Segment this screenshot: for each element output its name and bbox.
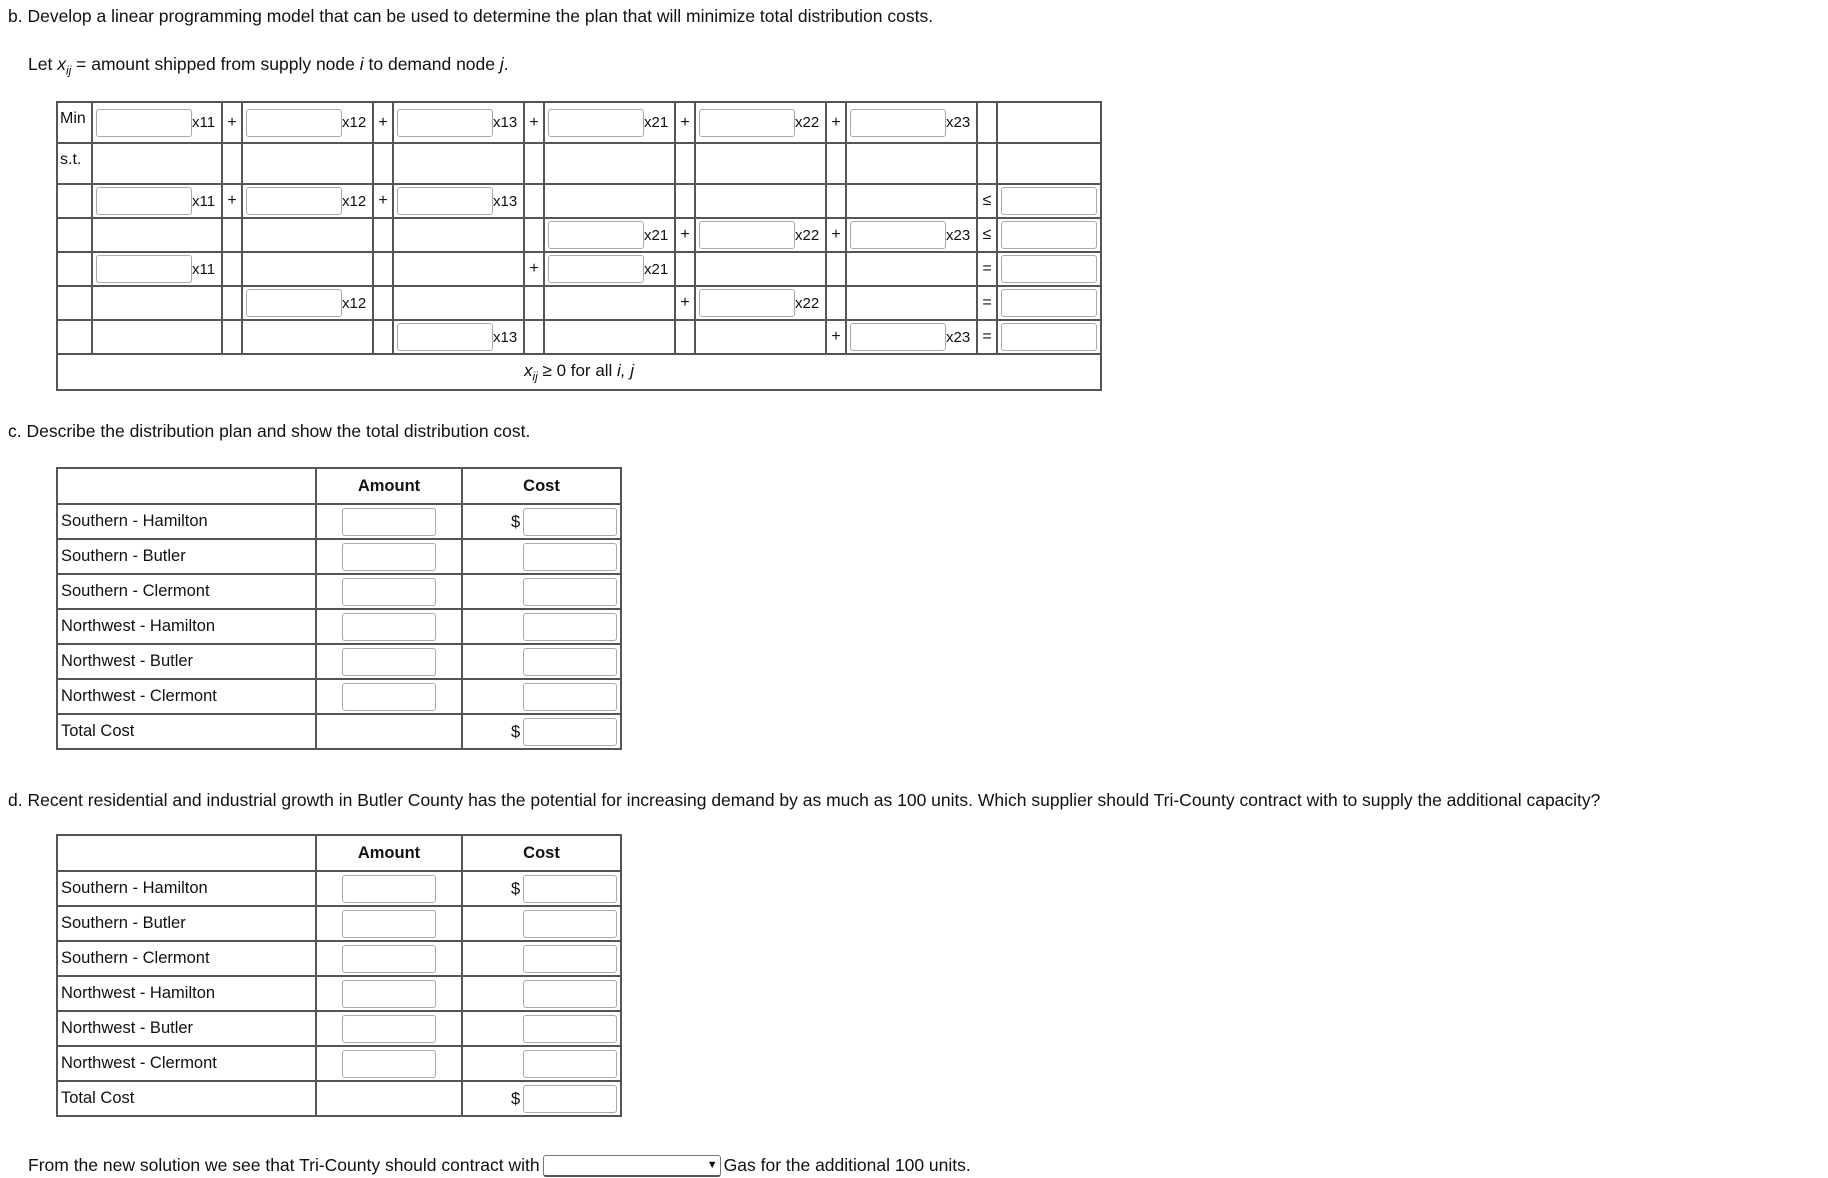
min-label: Min [57,102,92,143]
nonnegativity-row [57,354,1101,390]
c1-coef-x13[interactable] [397,187,493,215]
part-c-heading: c. Describe the distribution plan and show the total distribution cost. [8,421,531,441]
constraint-row-5: x13 + x23 = [57,320,1101,354]
amount-input[interactable] [342,1015,436,1043]
table-row [57,906,621,941]
distribution-plan-table [56,467,622,750]
c5-rhs[interactable] [1001,323,1097,351]
table-row [57,871,621,906]
table-row [57,644,621,679]
total-row [57,1081,621,1116]
c4-rhs[interactable] [1001,289,1097,317]
table-row [57,976,621,1011]
dollar-sign: $ [511,880,521,898]
chevron-down-icon: ▼ [706,1159,718,1172]
constraint-row-1: x11 + x12 + x13 ≤ [57,184,1101,218]
table-row [57,941,621,976]
row-label: Total Cost [57,1081,316,1116]
dollar-sign: $ [511,513,521,531]
c1-coef-x11[interactable] [96,187,192,215]
c2-coef-x22[interactable] [699,221,795,249]
obj-coef-x22[interactable] [699,109,795,137]
cost-input[interactable] [523,1050,617,1078]
obj-coef-x11[interactable] [96,109,192,137]
supplier-dropdown[interactable] [543,1155,721,1177]
c3-rhs[interactable] [1001,255,1097,283]
dollar-sign: $ [511,1090,521,1108]
table-row [57,504,621,539]
table-row [57,609,621,644]
c2-coef-x21[interactable] [548,221,644,249]
objective-row: Min x11 + x12 + x13 + x21 + x22 + x23 [57,102,1101,143]
amount-input[interactable] [342,578,436,606]
amount-input[interactable] [342,508,436,536]
obj-coef-x12[interactable] [246,109,342,137]
cost-input[interactable] [523,945,617,973]
row-label: Southern - Butler [57,539,316,574]
new-distribution-plan-table [56,834,622,1117]
c3-coef-x11[interactable] [96,255,192,283]
cost-input[interactable] [523,980,617,1008]
dollar-sign: $ [511,723,521,741]
part-d-heading: d. Recent residential and industrial growth in Butler County has the potential for increasing demand by as much as 100 units. Which supplier should Tri-County contract with to supply the additional capacity? [8,790,1601,810]
c1-rhs[interactable] [1001,187,1097,215]
cost-input[interactable] [523,1015,617,1043]
cost-input[interactable] [523,875,617,903]
total-cost-input[interactable] [523,718,617,746]
table-row [57,679,621,714]
c2-coef-x23[interactable] [850,221,946,249]
amount-input[interactable] [342,683,436,711]
amount-input[interactable] [342,945,436,973]
cost-header: Cost [462,468,621,504]
row-label: Southern - Butler [57,906,316,941]
amount-header: Amount [316,468,462,504]
table-row [57,574,621,609]
amount-input[interactable] [342,648,436,676]
total-cost-input[interactable] [523,1085,617,1113]
row-label: Northwest - Hamilton [57,976,316,1011]
amount-input[interactable] [342,543,436,571]
c5-coef-x23[interactable] [850,323,946,351]
row-label: Southern - Clermont [57,574,316,609]
row-label: Northwest - Clermont [57,679,316,714]
row-label: Northwest - Butler [57,644,316,679]
st-row [57,143,1101,184]
row-label: Northwest - Hamilton [57,609,316,644]
c2-rhs[interactable] [1001,221,1097,249]
table-row [57,1011,621,1046]
cost-header: Cost [462,835,621,871]
c4-coef-x22[interactable] [699,289,795,317]
amount-input[interactable] [342,613,436,641]
obj-coef-x13[interactable] [397,109,493,137]
row-label: Total Cost [57,714,316,749]
constraint-row-4: x12 + x22 = [57,286,1101,320]
amount-input[interactable] [342,875,436,903]
answer-sentence: From the new solution we see that Tri-County should contract with ▼ Gas for the additional 100 units. [28,1155,971,1177]
cost-input[interactable] [523,683,617,711]
st-label: s.t. [57,143,92,184]
cost-input[interactable] [523,910,617,938]
lp-model-table [56,101,1102,391]
c4-coef-x12[interactable] [246,289,342,317]
amount-header: Amount [316,835,462,871]
part-b-heading: b. Develop a linear programming model that can be used to determine the plan that will minimize total distribution costs. [8,6,934,26]
c3-coef-x21[interactable] [548,255,644,283]
total-row [57,714,621,749]
obj-coef-x23[interactable] [850,109,946,137]
amount-input[interactable] [342,910,436,938]
table-row [57,539,621,574]
obj-coef-x21[interactable] [548,109,644,137]
row-label: Southern - Hamilton [57,871,316,906]
amount-input[interactable] [342,1050,436,1078]
variable-definition: Let $x_{ij}$ = amount shipped from supply node i to demand node j. [28,54,509,78]
row-label: Northwest - Butler [57,1011,316,1046]
amount-input[interactable] [342,980,436,1008]
cost-input[interactable] [523,508,617,536]
row-label: Northwest - Clermont [57,1046,316,1081]
row-label: Southern - Hamilton [57,504,316,539]
c5-coef-x13[interactable] [397,323,493,351]
constraint-row-3: x11 + x21 = [57,252,1101,286]
table-row [57,1046,621,1081]
nonnegativity-constraint: $x_{ij} \ge 0$ for all i, j [57,354,1101,390]
c1-coef-x12[interactable] [246,187,342,215]
cost-input[interactable] [523,543,617,571]
constraint-row-2: x21 + x22 + x23 ≤ [57,218,1101,252]
cost-input[interactable] [523,648,617,676]
cost-input[interactable] [523,613,617,641]
cost-input[interactable] [523,578,617,606]
row-label: Southern - Clermont [57,941,316,976]
